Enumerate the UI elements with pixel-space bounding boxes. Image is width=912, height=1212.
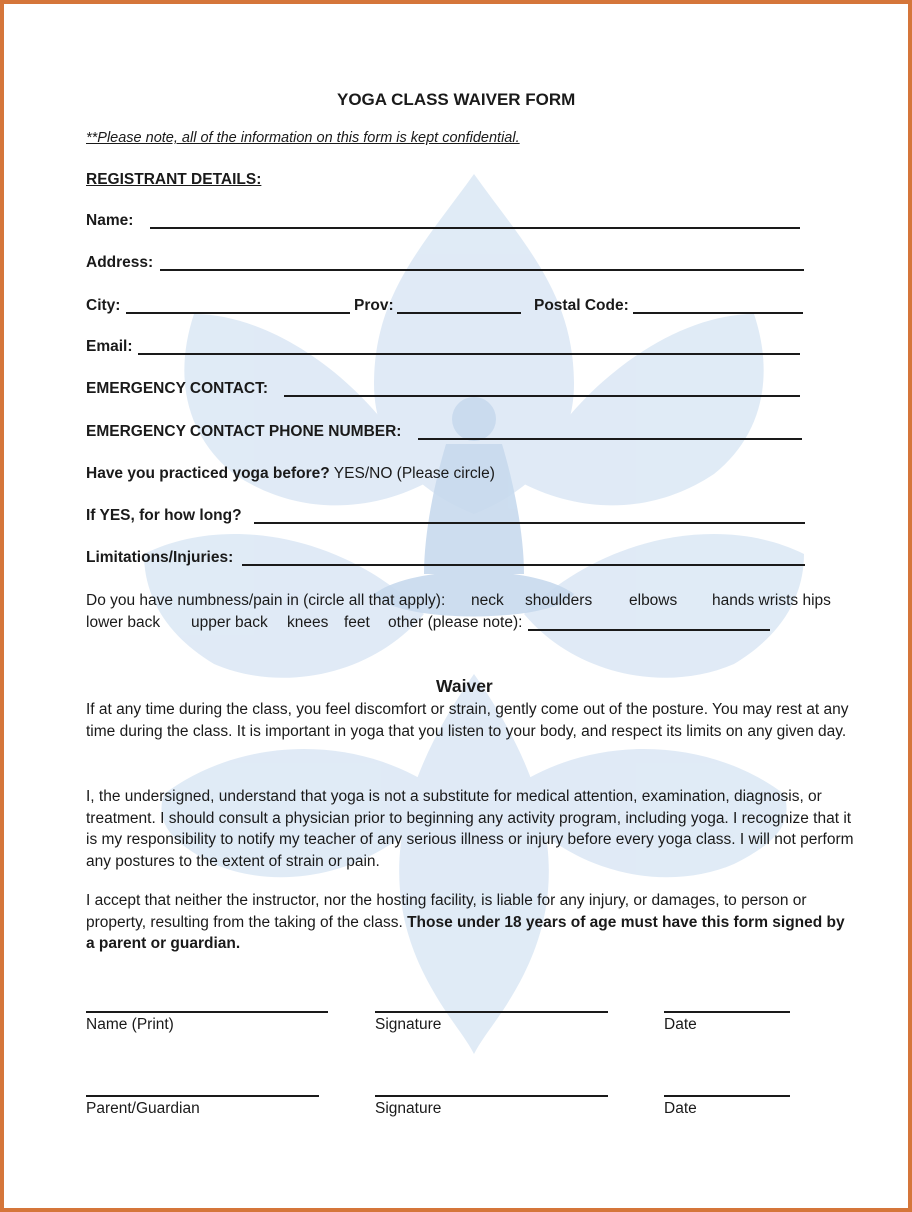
signature-line-2[interactable] bbox=[375, 1095, 608, 1097]
option-upper-back[interactable]: upper back bbox=[191, 614, 268, 631]
emergency-phone-label: EMERGENCY CONTACT PHONE NUMBER: bbox=[86, 423, 402, 440]
emergency-contact-field[interactable] bbox=[284, 395, 800, 397]
email-label: Email: bbox=[86, 338, 133, 355]
form-title: YOGA CLASS WAIVER FORM bbox=[337, 90, 576, 109]
waiver-paragraph-3 bbox=[86, 890, 856, 955]
waiver-form-page bbox=[4, 4, 908, 1208]
name-print-label: Name (Print) bbox=[86, 1016, 174, 1033]
option-elbows[interactable]: elbows bbox=[629, 592, 678, 609]
date-label-1: Date bbox=[664, 1016, 697, 1033]
practiced-yoga-label: Have you practiced yoga before? bbox=[86, 465, 330, 482]
emergency-contact-label: EMERGENCY CONTACT: bbox=[86, 380, 268, 397]
how-long-label: If YES, for how long? bbox=[86, 507, 242, 524]
practiced-yoga-options[interactable]: YES/NO (Please circle) bbox=[329, 465, 495, 482]
signature-line-1[interactable] bbox=[375, 1011, 608, 1013]
option-neck[interactable]: neck bbox=[471, 592, 504, 609]
minor-notice: Those under 18 years of age must have this form signed by a parent or guardian. bbox=[86, 913, 845, 952]
postal-code-field[interactable] bbox=[633, 312, 803, 314]
waiver-paragraph-3-text: I accept that neither the instructor, nor the hosting facility, is liable for any injury, or damages, to person or property, resulting from the taking of the class. bbox=[86, 892, 807, 931]
numbness-prompt: Do you have numbness/pain in (circle all that apply): bbox=[86, 592, 446, 609]
practiced-yoga-question bbox=[86, 465, 495, 483]
email-field[interactable] bbox=[138, 353, 800, 355]
prov-field[interactable] bbox=[397, 312, 521, 314]
waiver-paragraph-2: I, the undersigned, understand that yoga is not a substitute for medical attention, examination, diagnosis, or treatment. I should consult a physician prior to beginning any activity program, including yoga. I recognize that it is my responsibility to notify my teacher of any serious illness or injury before every yoga class. I will not perform any postures to the extent of strain or pain. bbox=[86, 788, 854, 870]
signature-label-1: Signature bbox=[375, 1016, 442, 1033]
waiver-paragraph-1: If at any time during the class, you feel discomfort or strain, gently come out of the posture. You may rest at any time during the class. It is important in yoga that you listen to your body, and respect its limits on any given day. bbox=[86, 701, 849, 740]
name-print-line[interactable] bbox=[86, 1011, 328, 1013]
other-note-field[interactable] bbox=[528, 629, 770, 631]
option-shoulders[interactable]: shoulders bbox=[525, 592, 593, 609]
limitations-field[interactable] bbox=[242, 564, 805, 566]
option-knees[interactable]: knees bbox=[287, 614, 329, 631]
option-lower-back[interactable]: lower back bbox=[86, 614, 161, 631]
address-field[interactable] bbox=[160, 269, 804, 271]
prov-label: Prov: bbox=[354, 297, 394, 314]
city-field[interactable] bbox=[126, 312, 350, 314]
registrant-heading: REGISTRANT DETAILS: bbox=[86, 171, 262, 188]
postal-code-label: Postal Code: bbox=[534, 297, 629, 314]
name-label: Name: bbox=[86, 212, 134, 229]
name-field[interactable] bbox=[150, 227, 800, 229]
option-hands-wrists-hips[interactable]: hands wrists hips bbox=[712, 592, 831, 609]
city-label: City: bbox=[86, 297, 121, 314]
date-line-2[interactable] bbox=[664, 1095, 790, 1097]
date-line-1[interactable] bbox=[664, 1011, 790, 1013]
confidential-note: **Please note, all of the information on this form is kept confidential. bbox=[86, 130, 520, 146]
option-other[interactable]: other (please note): bbox=[388, 614, 523, 631]
how-long-field[interactable] bbox=[254, 522, 805, 524]
date-label-2: Date bbox=[664, 1100, 697, 1117]
emergency-phone-field[interactable] bbox=[418, 438, 802, 440]
address-label: Address: bbox=[86, 254, 154, 271]
signature-label-2: Signature bbox=[375, 1100, 442, 1117]
limitations-label: Limitations/Injuries: bbox=[86, 549, 234, 566]
parent-guardian-label: Parent/Guardian bbox=[86, 1100, 200, 1117]
option-feet[interactable]: feet bbox=[344, 614, 370, 631]
parent-guardian-line[interactable] bbox=[86, 1095, 319, 1097]
waiver-heading: Waiver bbox=[436, 676, 493, 696]
